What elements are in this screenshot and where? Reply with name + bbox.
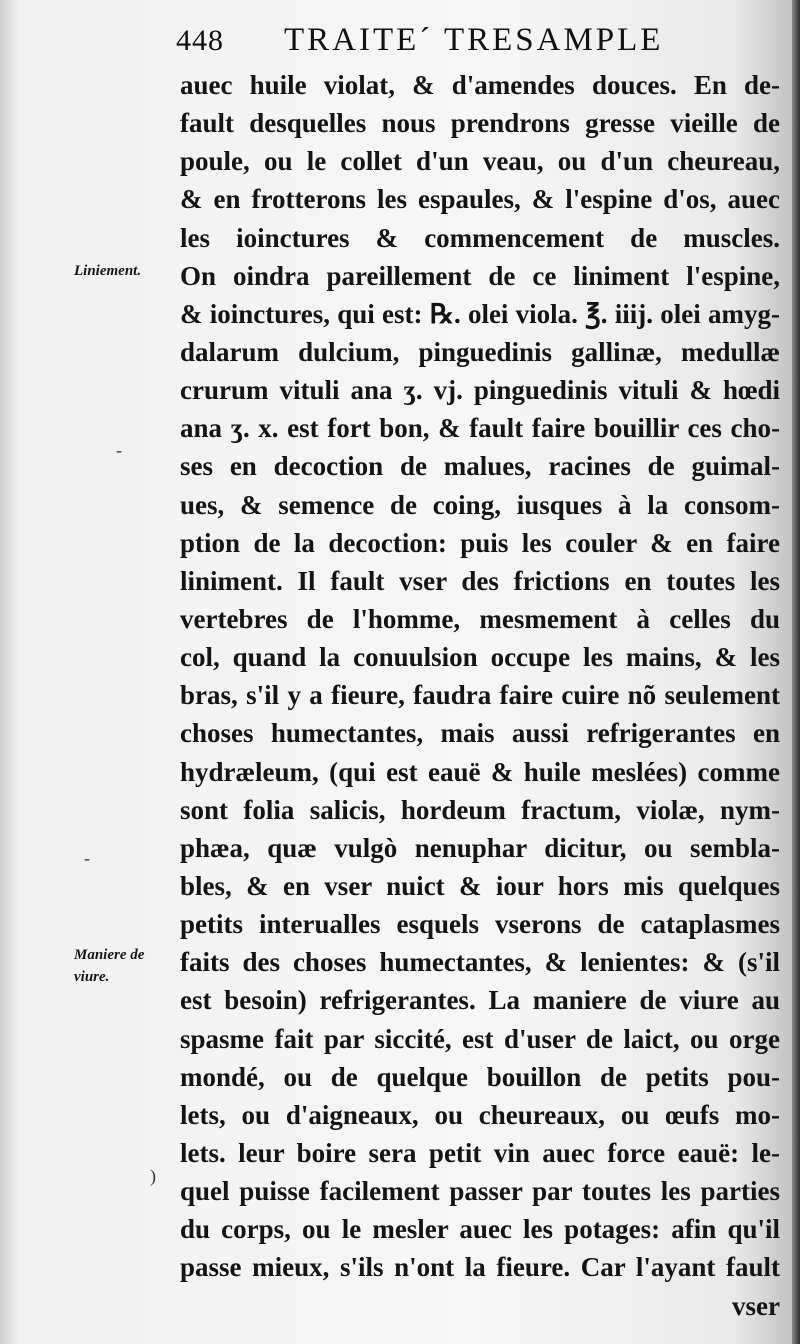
margin-mark: - [116,440,122,460]
text-line: du corps, ou le mesler auec les potages: afin qu'il [180,1214,780,1245]
text-line: ues, & semence de coing, iusques à la consom- [180,489,780,520]
text-line: col, quand la conuulsion occupe les mains, & les [180,642,780,673]
text-line: bras, s'il y a fieure, faudra faire cuire nõ seulement [180,680,780,711]
margin-mark: - [84,848,90,868]
text-line: On oindra pareillement de ce liniment l'espine, [180,260,780,291]
text-line: & en frotterons les espaules, & l'espine d'os, auec [180,184,780,215]
text-line: fault desquelles nous prendrons gresse vieille de [180,108,780,139]
text-line: phæa, quæ vulgò nenuphar dicitur, ou sembla- [180,832,780,863]
text-line: liniment. Il fault vser des frictions en toutes les [180,565,780,596]
margin-note-line: viure. [74,969,110,985]
text-line: lets. leur boire sera petit vin auec force eauë: le- [180,1137,780,1168]
text-line: spasme fait par siccité, est d'user de laict, ou orge [180,1023,780,1054]
text-line: sont folia salicis, hordeum fractum, violæ, nym- [180,794,780,825]
catchword: vser [732,1290,780,1321]
text-line: petits interualles esquels vserons de cataplasmes [180,909,780,940]
text-line: passe mieux, s'ils n'ont la fieure. Car l'ayant fault [180,1252,780,1283]
text-line: est besoin) refrigerantes. La maniere de viure au [180,985,780,1016]
text-line: & ioinctures, qui est: ℞. olei viola. ℥. iiij. olei amyg- [180,298,780,329]
text-line: crurum vituli ana ʒ. vj. pinguedinis vituli & hœdi [180,375,780,406]
text-line: lets, ou d'aigneaux, ou cheureaux, ou œufs mo- [180,1099,780,1130]
text-line: les ioinctures & commencement de muscles. [180,222,780,253]
margin-note-liniement: Liniement. [74,263,142,279]
text-line: mondé, ou de quelque bouillon de petits pou- [180,1061,780,1092]
margin-mark: ) [150,1166,156,1186]
body-text [180,66,780,1325]
text-line: faits des choses humectantes, & lenientes: & (s'il [180,947,780,978]
text-line: ses en decoction de malues, racines de guimal- [180,451,780,482]
page-edge-shadow [792,0,800,1344]
text-line: ana ʒ. x. est fort bon, & fault faire bouillir ces cho- [180,413,780,444]
text-line: hydrælеum, (qui est eauë & huile meslées) comme [180,756,780,787]
text-line: auec huile violat, & d'amendes douces. En de- [180,70,780,100]
text-line: choses humectantes, mais aussi refrigerantes en [180,718,780,749]
margin-note-maniere-de-viure [74,944,144,988]
margin-note-line: Maniere de [74,947,145,963]
text-line: quel puisse facilement passer par toutes les parties [180,1176,780,1207]
text-line: dalarum dulcium, pinguedinis gallinæ, medullæ [180,336,780,367]
running-title: TRAITE´ TRESAMPLE [284,22,664,58]
page-number: 448 [176,24,224,57]
text-line: vertebres de l'homme, mesmement à celles du [180,603,780,634]
text-line: bles, & en vser nuict & iour hors mis quelques [180,870,780,901]
page-header [176,20,736,64]
text-line: ption de la decoction: puis les couler & en faire [180,527,780,558]
text-line: poule, ou le collet d'un veau, ou d'un cheureau, [180,146,780,177]
